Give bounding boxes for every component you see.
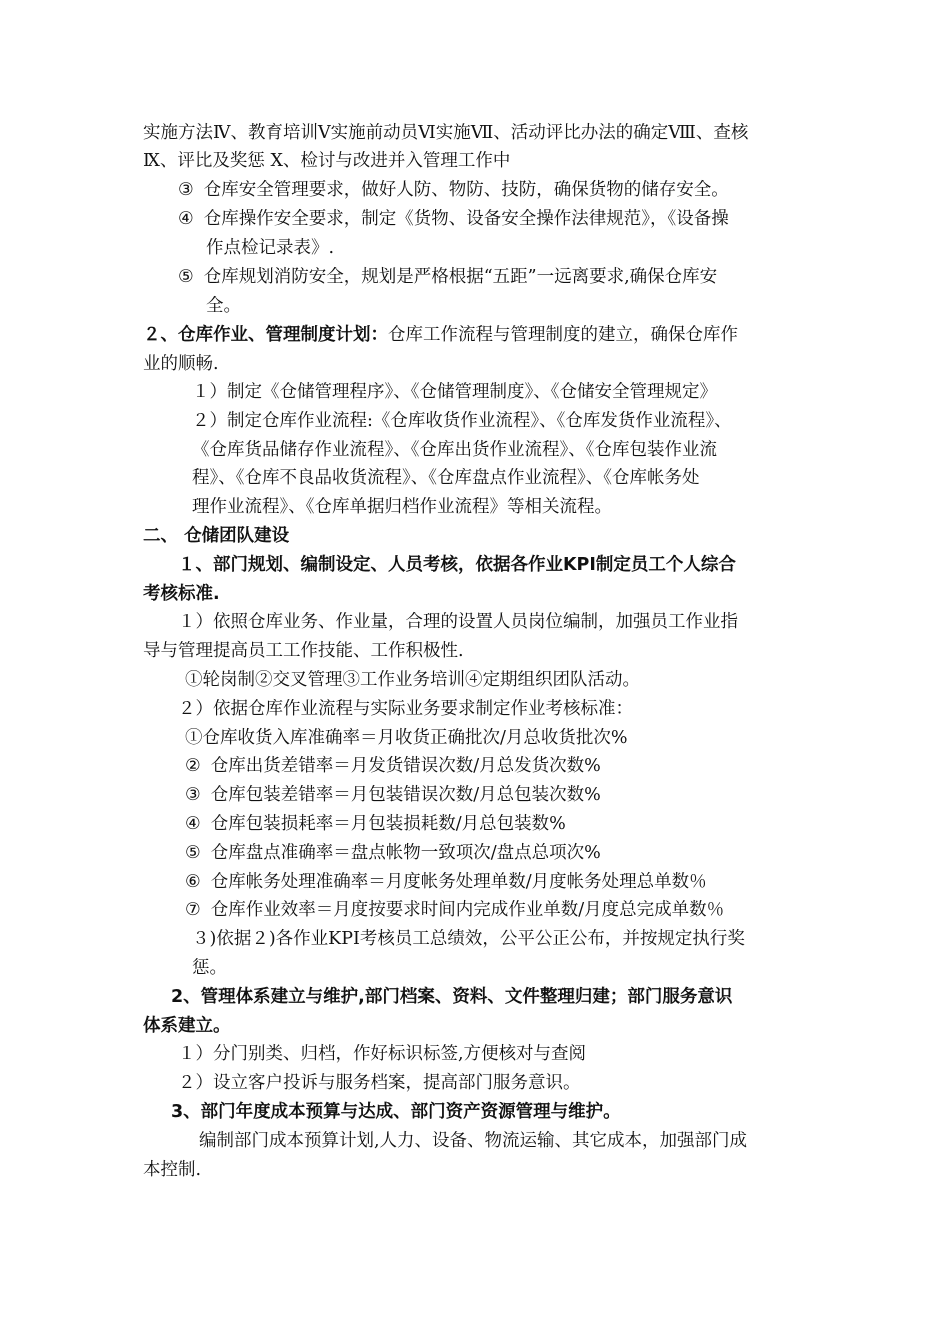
subsection-heading: １、部门规划、编制设定、人员考核，依据各作业KPI制定员工个人综合 [178,555,736,575]
text-line: ①仓库收货入库准确率＝月收货正确批次/月总收货批次% [185,728,628,748]
list-marker: ⑤ [185,843,201,863]
section-text: 仓库工作流程与管理制度的建立，确保仓库作 [388,325,738,345]
list-marker: ③ [185,785,201,805]
text-line: 实施方法Ⅳ、教育培训Ⅴ实施前动员Ⅵ实施Ⅶ、活动评比办法的确定Ⅷ、查核 [143,123,749,143]
list-marker: ⑦ [185,900,201,920]
list-marker: ④ [178,209,194,229]
text-line: ①轮岗制②交叉管理③工作业务培训④定期组织团队活动。 [185,670,640,690]
text-line: 理作业流程》、《仓库单据归档作业流程》等相关流程。 [192,497,612,517]
subsection-heading: 3、部门年度成本预算与达成、部门资产资源管理与维护。 [171,1102,621,1122]
list-item-text: 仓库操作安全要求，制定《货物、设备安全操作法律规范》，《设备操 [203,209,729,229]
list-item [178,182,729,200]
list-item-text: 仓库规划消防安全，规划是严格根据“五距”一远离要求,确保仓库安 [203,267,718,287]
list-item-text: 仓库盘点准确率＝盘点帐物一致项次/盘点总项次% [210,843,601,863]
text-line: 业的顺畅. [143,354,219,374]
list-item-text: 仓库作业效率＝月度按要求时间内完成作业单数/月度总完成单数％ [210,900,725,920]
subsection-heading: 体系建立。 [143,1016,231,1036]
text-line: ２）制定仓库作业流程:《仓库收货作业流程》、《仓库发货作业流程》、 [192,411,732,431]
text-line: 导与管理提高员工工作技能、工作积极性. [143,641,464,661]
text-line: １）依照仓库业务、作业量，合理的设置人员岗位编制，加强员工作业指 [178,612,738,632]
text-line: ２）依据仓库作业流程与实际业务要求制定作业考核标准： [178,699,633,719]
list-item [178,211,729,229]
text-line: 《仓库货品储存作业流程》、《仓库出货作业流程》、《仓库包装作业流 [192,440,717,460]
text-line: 编制部门成本预算计划,人力、设备、物流运输、其它成本，加强部门成 [199,1131,748,1151]
list-item-text: 仓库包装差错率＝月包装错误次数/月总包装次数% [210,785,601,805]
text-line: 本控制. [143,1160,202,1180]
list-item [178,269,717,287]
section-heading: ２、仓库作业、管理制度计划： [143,325,388,345]
list-marker: ② [185,756,201,776]
list-item [185,758,601,776]
list-marker: ④ [185,814,201,834]
list-item [185,787,601,805]
list-marker: ③ [178,180,194,200]
section-heading-line [143,327,738,345]
list-marker: ⑤ [178,267,194,287]
text-line: 惩。 [192,958,227,978]
list-item [185,874,707,892]
text-line: １）分门别类、归档，作好标识标签,方便核对与查阅 [178,1044,587,1064]
text-line: Ⅸ、评比及奖惩 Ⅹ、检讨与改进并入管理工作中 [143,151,511,171]
text-line: 程》、《仓库不良品收货流程》、《仓库盘点作业流程》、《仓库帐务处 [192,468,700,488]
list-item [185,902,724,920]
text-line: ３)依据２)各作业KPI考核员工总绩效，公平公正公布，并按规定执行奖 [192,929,745,949]
list-marker: ⑥ [185,872,201,892]
list-item-text: 仓库包装损耗率＝月包装损耗数/月总包装数% [210,814,566,834]
list-item-text: 仓库安全管理要求，做好人防、物防、技防，确保货物的储存安全。 [203,180,729,200]
text-line: ２）设立客户投诉与服务档案，提高部门服务意识。 [178,1073,581,1093]
list-item-text: 仓库出货差错率＝月发货错误次数/月总发货次数% [210,756,601,776]
subsection-heading: 2、管理体系建立与维护,部门档案、资料、文件整理归建；部门服务意识 [171,987,733,1007]
chapter-heading: 二、 仓储团队建设 [143,526,290,546]
subsection-heading: 考核标准. [143,584,220,604]
text-line: 全。 [206,296,241,316]
text-line: １）制定《仓储管理程序》、《仓储管理制度》、《仓储安全管理规定》 [192,382,717,402]
list-item [185,816,566,834]
list-item [185,845,601,863]
list-item-text: 仓库帐务处理准确率＝月度帐务处理单数/月度帐务处理总单数％ [210,872,707,892]
text-line: 作点检记录表》. [206,238,335,258]
